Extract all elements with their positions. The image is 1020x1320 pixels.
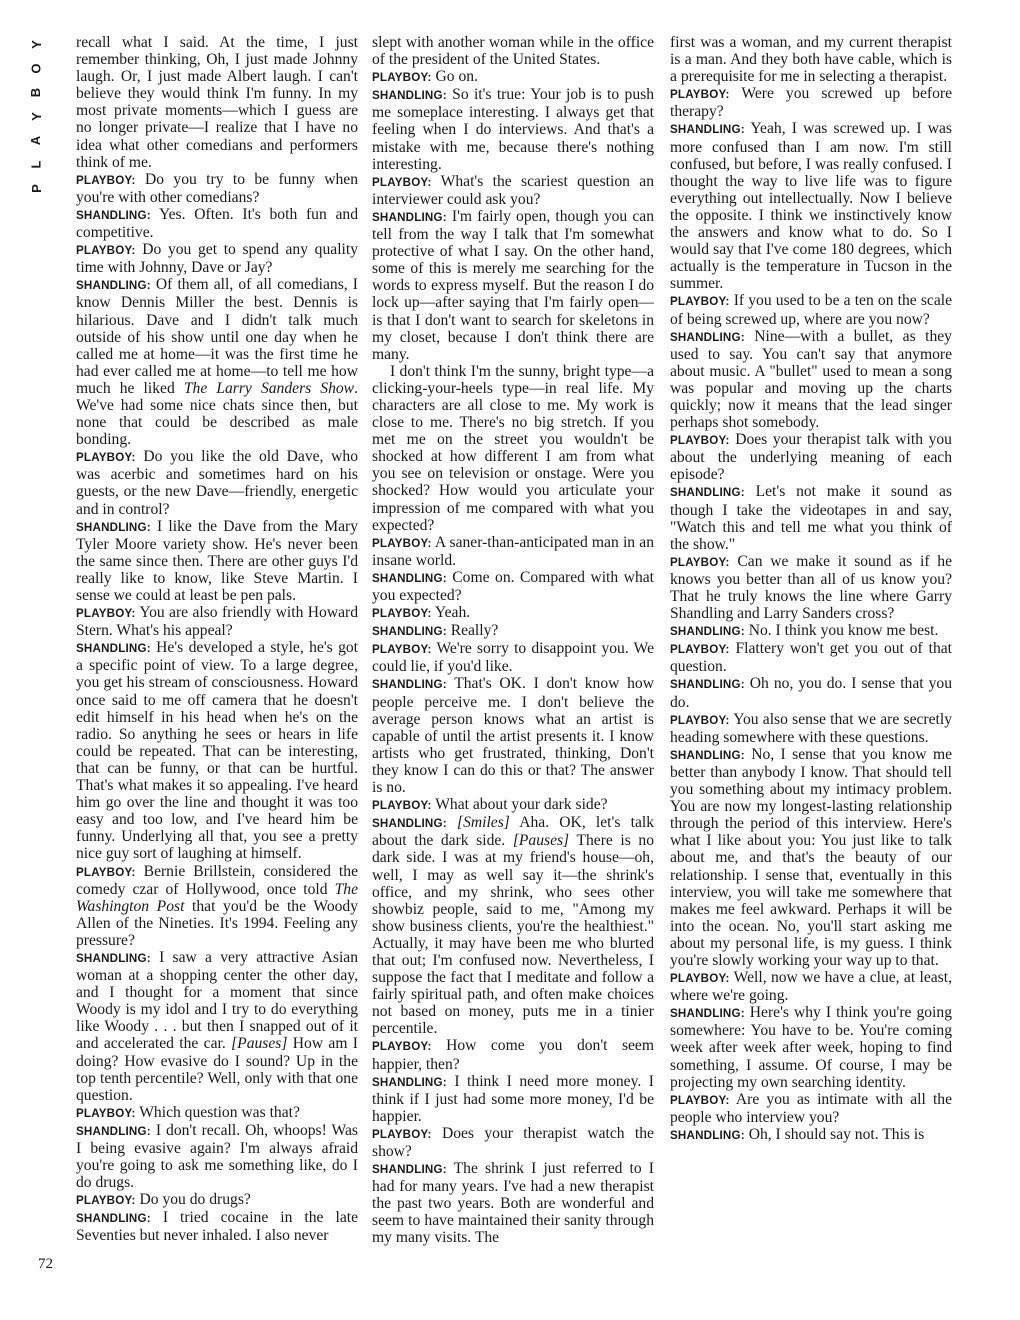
speaker-label: SHANDLING: [670,486,745,500]
speaker-label: PLAYBOY: [76,451,136,465]
body-text: Flattery won't get you out of that question. [670,640,952,676]
speaker-label: PLAYBOY: [76,173,136,187]
speaker-label: SHANDLING: [76,520,151,534]
speaker-label: PLAYBOY: [76,1106,136,1120]
interview-exchange [76,1122,358,1191]
body-text: There is no dark side. I was at my friend's house—oh, well, I may as well say it—the shrink's office, and my shrink, who sees other showbiz people, said to me, "Among my show business clients, you're the healthiest." Actually, it may have been me who blurted that out; I'm confused now. Nevertheless, I suppose the fact that I meditate and follow a fairly spiritual path, and often make choices not based on money, puts me in a tinier percentile. [372,832,654,1038]
speaker-label: PLAYBOY: [372,175,432,189]
body-text: Of them all, of all comedians, I know Dennis Miller the best. Dennis is hilarious. Dave and I didn't talk much outside of his show until one day when he called me at home—it was the first time he had ever called me at home—to tell me how much he liked [76,276,358,397]
interview-exchange [670,711,952,746]
body-text: I tried cocaine in the late Seventies but never inhaled. I also never [76,1209,358,1245]
text-column-2 [372,34,654,1247]
speaker-label: PLAYBOY: [372,607,432,621]
interview-exchange [670,483,952,552]
body-text: I'm fairly open, though you can tell from the way I talk that I'm somewhat protective of what I say. On the other hand, some of this is merely me searching for the words to express myself. But the reason I do lock up—after saying that I'm fairly open—is that I don't want to search for skeletons in my closet, because I don't think there are many. [372,207,654,363]
speaker-label: PLAYBOY: [372,643,432,657]
interview-exchange [670,622,952,640]
text-column-3 [670,34,952,1144]
body-text: I think I need more money. I think if I just had some more money, I'd be happier. [372,1072,654,1125]
interview-exchange [76,949,358,1104]
body-text: What's the scariest question an interviewer could ask you? [372,172,654,208]
body-text: Do you get to spend any quality time with Johnny, Dave or Jay? [76,241,358,277]
body-text: slept with another woman while in the office of the president of the United States. [372,34,654,69]
interview-exchange [76,863,358,949]
speaker-label: PLAYBOY: [670,295,730,309]
body-text: I saw a very attractive Asian woman at a shopping center the other day, and I thought for a moment that since Woody is my idol and I try to do everything like Woody . . . but then I snapped out of it and accelerated the car. [76,948,359,1053]
body-text: Let's not make it sound as though I take the videotapes in and say, "Watch this and tell me what you think of the show." [670,483,952,553]
body-text: Does your therapist watch the show? [372,1124,654,1160]
speaker-label: PLAYBOY: [670,1093,730,1107]
interview-exchange [76,518,358,604]
magazine-letter: L [28,160,44,169]
interview-exchange [670,746,952,969]
speaker-label: PLAYBOY: [76,607,136,621]
body-text: I don't think I'm the sunny, bright type—a clicking-your-heels type—in real life. My characters are all close to me. My work is close to me. There's no big stretch. If you met me on the street you wouldn't be shocked at how different I am from what you see on television or onstage. Were you shocked? How would you articulate your impression of me compared with what you expected? [372,362,654,534]
interview-exchange [670,431,952,483]
page-number: 72 [38,1256,53,1272]
interview-exchange [670,85,952,120]
speaker-label: SHANDLING: [76,951,151,965]
interview-exchange [372,173,654,208]
interview-exchange [76,1209,358,1244]
interview-exchange [670,675,952,710]
interview-exchange [372,796,654,814]
magazine-letter: B [28,87,44,98]
interview-exchange [372,675,654,796]
body-text: Does your therapist talk with you about the underlying meaning of each episode? [670,431,952,484]
body-text: Do you like the old Dave, who was acerbic and sometimes hard on his guests, or the new Dave—friendly, energetic and in control? [76,448,359,518]
interview-exchange [372,1125,654,1160]
interview-exchange [372,1037,654,1072]
body-text: that you'd be the Woody Allen of the Nineties. It's 1994. Feeling any pressure? [76,897,359,949]
speaker-label: SHANDLING: [76,1212,151,1226]
body-text: No. I think you know me best. [748,622,939,640]
body-text: . We've had some nice chats since then, but none that could be described as male bonding. [76,379,358,449]
body-text: Here's why I think you're going somewhere: You have to be. You're coming week after week after week, hoping to find something, I assume. Of course, I may be projecting my own searching identity. [670,1004,952,1091]
body-text: Were you screwed up before therapy? [670,85,952,121]
interview-exchange [670,969,952,1004]
interview-exchange [76,1104,358,1122]
body-text: Nine—with a bullet, as they used to say. You can't say that anymore about music. A "bullet" used to mean a song was popular and moving up the charts quickly; now it means that the lead singer perhaps shot somebody. [670,327,952,432]
paragraph [76,34,358,171]
speaker-label: PLAYBOY: [670,972,730,986]
interview-exchange [670,1004,952,1090]
body-text: Which question was that? [139,1103,300,1121]
speaker-label: SHANDLING: [372,571,447,585]
speaker-label: SHANDLING: [670,123,745,137]
body-text: Yes. Often. It's both fun and competitive. [76,205,358,242]
interview-exchange [372,604,654,622]
body-text: So it's true: Your job is to push me someplace interesting. I always get that feeling when I do interviews. And that's a mistake with me, because there's nothing interesting. [372,86,654,173]
body-text: Yeah, I was screwed up. I was more confused than I am now. I'm still confused, but before, I was really confused. I thought the way to live life was to figure everything out intellectually. Now I believe the opposite. I think we instinctively know the answers and know what to do. So I would say that I've come 180 degrees, which actually is the temperature in Tucson in the summer. [670,120,952,293]
interview-exchange [670,553,952,622]
interview-exchange [76,448,358,517]
speaker-label: SHANDLING: [372,1075,447,1089]
interview-exchange [372,640,654,675]
body-text: Can we make it sound as if he knows you better than all of us know you? That he truly knows the line where Garry Shandling and Larry Sanders cross? [670,552,952,623]
speaker-label: PLAYBOY: [670,434,730,448]
interview-exchange [372,569,654,604]
speaker-label: SHANDLING: [76,279,151,293]
body-text: Are you as intimate with all the people who interview you? [670,1090,952,1126]
interview-exchange [372,208,654,363]
speaker-label: SHANDLING: [670,330,745,344]
interview-exchange [76,604,358,639]
speaker-label: SHANDLING: [670,748,745,762]
italic-text: [Pauses] [231,1035,288,1053]
body-text: How am I doing? How evasive do I sound? Up in the top tenth percentile? Well, only with that one question. [76,1035,358,1104]
body-text: Oh no, you do. I sense that you do. [670,675,953,711]
paragraph [372,363,654,534]
speaker-label: PLAYBOY: [372,71,432,85]
speaker-label: PLAYBOY: [372,1127,432,1141]
magazine-letter: Y [28,40,44,49]
interview-exchange [76,1191,358,1209]
body-text: You are also friendly with Howard Stern. What's his appeal? [76,604,358,640]
speaker-label: SHANDLING: [76,642,151,656]
interview-exchange [76,276,358,448]
body-text: Come on. Compared with what you expected? [372,568,654,604]
paragraph [372,34,654,68]
body-text: Well, now we have a clue, at least, where we're going. [670,969,952,1005]
interview-exchange [372,534,654,569]
interview-exchange [76,241,358,276]
body-text: Oh, I should say not. This is [748,1125,925,1143]
paragraph [670,34,952,85]
speaker-label: SHANDLING: [670,625,745,639]
body-text: That's OK. I don't know how people perceive me. I don't believe the average person knows what an artist is capable of until the artist presents it. I know artists who get frustrated, thinking, Don't they know I can do this or that? The answer is no. [372,675,654,797]
body-text: Bernie Brillstein, considered the comedy czar of Hollywood, once told [76,862,358,898]
body-text: He's developed a style, he's got a specific point of view. To a large degree, you get his stream of consciousness. Howard once said to me off camera that he doesn't edit himself in his head when he's on the radio. So anything he sees or hears in life could be repeated. That can be interesting, that can be funny, or that can be hurtful. That's what makes it so appealing. I've heard him go over the line and thought it was too easy and too low, and I've heard him be funny. Underlying all that, you see a pretty nice guy sort of laughing at himself. [76,639,358,863]
body-text: Yeah. [434,604,471,622]
magazine-letter: A [28,135,44,146]
body-text: Go on. [435,68,478,86]
body-text: Do you try to be funny when you're with other comedians? [76,170,358,206]
italic-text: The Larry Sanders Show [183,379,355,397]
speaker-label: PLAYBOY: [670,555,730,569]
speaker-label: SHANDLING: [670,678,745,692]
magazine-letter: Y [28,112,44,121]
speaker-label: PLAYBOY: [76,1194,136,1208]
italic-text: [Pauses] [512,832,570,850]
speaker-label: SHANDLING: [76,208,151,222]
speaker-label: SHANDLING: [372,678,447,692]
interview-exchange [372,86,654,172]
interview-exchange [76,206,358,241]
text-column-1 [76,34,358,1245]
speaker-label: SHANDLING: [372,625,447,639]
interview-exchange [76,639,358,862]
magazine-letter: O [28,63,44,74]
body-text: We're sorry to disappoint you. We could lie, if you'd like. [372,640,654,676]
body-text: If you used to be a ten on the scale of being screwed up, where are you now? [670,292,952,328]
speaker-label: SHANDLING: [76,1124,151,1138]
interview-exchange [372,622,654,640]
body-text: What about your dark side? [435,796,608,814]
body-text: Do you do drugs? [139,1191,251,1209]
interview-exchange [670,1091,952,1126]
speaker-label: PLAYBOY: [670,643,730,657]
speaker-label: SHANDLING: [670,1128,745,1142]
body-text: A saner-than-anticipated man in an insane world. [372,533,654,569]
body-text: Aha. OK, let's talk about the dark side. [372,814,654,850]
body-text: No, I sense that you know me better than anybody I know. That should tell you something about my intimacy problem. You are now my longest-lasting relationship through the period of this interview. Here's what I like about you: You just like to talk about me, and that's the beauty of our relationship. I sense that, eventually in this interview, you will take me somewhere that makes me feel awkward. Perhaps it will be into the ocean. No, you'll start asking me about my personal life, is my guess. I think you're slowly working your way up to that. [670,745,952,969]
speaker-label: SHANDLING: [372,1163,447,1177]
interview-exchange [670,328,952,432]
italic-text: [Smiles] [457,814,510,832]
speaker-label: PLAYBOY: [76,865,136,879]
speaker-label: PLAYBOY: [76,244,136,258]
speaker-label: PLAYBOY: [372,799,432,813]
body-text: Really? [450,622,499,640]
speaker-label: PLAYBOY: [372,1040,432,1054]
magazine-name-vertical [29,38,43,206]
body-text: I like the Dave from the Mary Tyler Moore variety show. He's never been the same since then. There are other guys I'd really like to know, like Steve Martin. I sense we could at least be pen pals. [76,517,359,604]
body-text: How come you don't seem happier, then? [372,1037,654,1073]
speaker-label: PLAYBOY: [670,88,730,102]
speaker-label: SHANDLING: [372,817,447,831]
interview-exchange [670,120,952,292]
interview-exchange [670,292,952,327]
interview-exchange [372,1073,654,1125]
interview-exchange [372,68,654,86]
speaker-label: SHANDLING: [372,210,447,224]
speaker-label: SHANDLING: [670,1007,745,1021]
body-text: The shrink I just referred to I had for many years. I've had a new therapist the past two years. Both are wonderful and seem to have maintained their sanity through my many visits. The [372,1160,655,1247]
interview-exchange [372,814,654,1037]
speaker-label: PLAYBOY: [372,536,432,550]
interview-exchange [670,1126,952,1144]
body-text: recall what I said. At the time, I just remember thinking, Oh, I just made Johnny laugh. Or, I just made Albert laugh. I can't believe they would think I'm funny. In my most private moments—which I guess are no longer private—I realize that I have no idea what other comedians and performers think of me. [76,34,358,171]
body-text: first was a woman, and my current therapist is a man. And they both have cable, which is a prerequisite for me in selecting a therapist. [670,34,952,86]
body-text: I don't recall. Oh, whoops! Was I being evasive again? I'm always afraid you're going to ask me something like, do I do drugs. [76,1121,358,1192]
speaker-label: SHANDLING: [372,89,447,103]
magazine-letter: P [28,184,44,193]
interview-exchange [76,171,358,206]
italic-text: The Washington Post [76,880,358,915]
interview-exchange [372,1160,654,1246]
body-text: You also sense that we are secretly heading somewhere with these questions. [670,710,952,746]
interview-exchange [670,640,952,675]
speaker-label: PLAYBOY: [670,713,730,727]
